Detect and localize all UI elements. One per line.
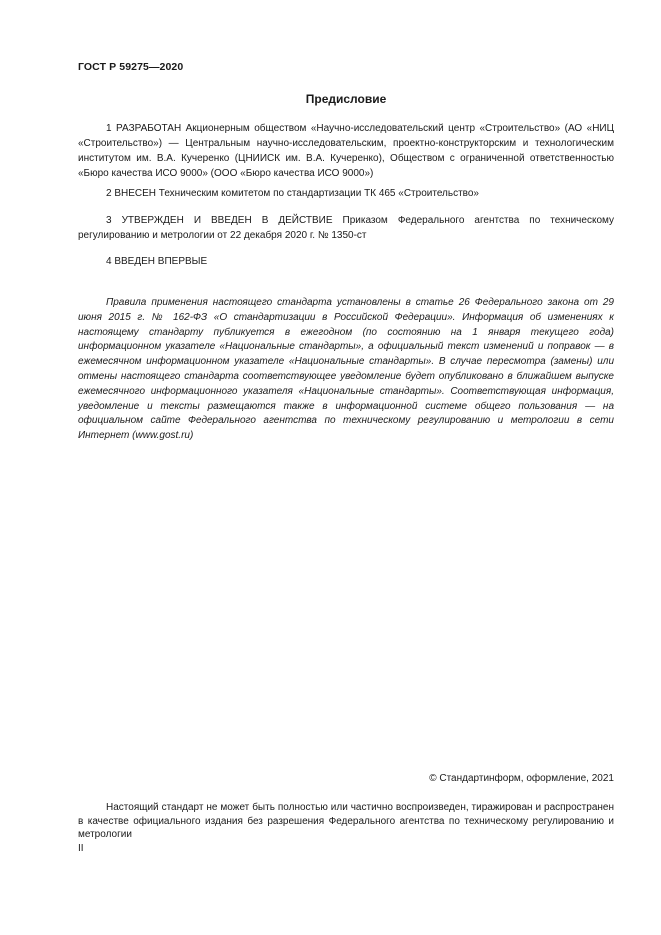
paragraph-approved: 3 УТВЕРЖДЕН И ВВЕДЕН В ДЕЙСТВИЕ Приказом Федерального агентства по техническому регулированию и метрологии от 22 декабря 2020 г. № 1350-ст	[78, 215, 614, 241]
paragraph-developed-by: 1 РАЗРАБОТАН Акционерным обществом «Научно-исследовательский центр «Строительство» (АО «НИЦ «Строительство») — Центральным научно-исследовательским, проектно-конструкторским и технологическим институтом им. В.А. Кучеренко (ЦНИИСК им. В.А. Кучеренко), Обществом с ограниченной ответственностью «Бюро качества ИСО 9000» (ООО «Бюро качества ИСО 9000»)	[78, 123, 614, 179]
paragraph-introduced-by: 2 ВНЕСЕН Техническим комитетом по стандартизации ТК 465 «Строительство»	[106, 188, 479, 199]
page-title: Предисловие	[305, 92, 387, 106]
reproduction-restriction-note: Настоящий стандарт не может быть полностью или частично воспроизведен, тиражирован и распространен в качестве официального издания без разрешения Федерального агентства по техническому регулированию и метрологии	[78, 802, 614, 840]
paragraph-first-introduced: 4 ВВЕДЕН ВПЕРВЫЕ	[106, 256, 208, 267]
application-rules-notice: Правила применения настоящего стандарта установлены в статье 26 Федерального закона от 29 июня 2015 г. № 162-ФЗ «О стандартизации в Российской Федерации». Информация об изменениях к настоящему стандарту публикуется в ежегодном (по состоянию на 1 января текущего года) информационном указателе «Национальные стандарты», а официальный текст изменений и поправок — в ежемесячном информационном указателе «Национальные стандарты». В случае пересмотра (замены) или отмены настоящего стандарта соответствующее уведомление будет опубликовано в ближайшем выпуске ежемесячного информационного указателя «Национальные стандарты». Соответствующая информация, уведомление и тексты размещаются также в информационной системе общего пользования — на официальном сайте Федерального агентства по техническому регулированию и метрологии в сети Интернет (www.gost.ru)	[78, 297, 614, 442]
document-code: ГОСТ Р 59275—2020	[78, 61, 184, 73]
copyright-line: © Стандартинформ, оформление, 2021	[429, 773, 614, 784]
page-number: II	[78, 843, 84, 854]
